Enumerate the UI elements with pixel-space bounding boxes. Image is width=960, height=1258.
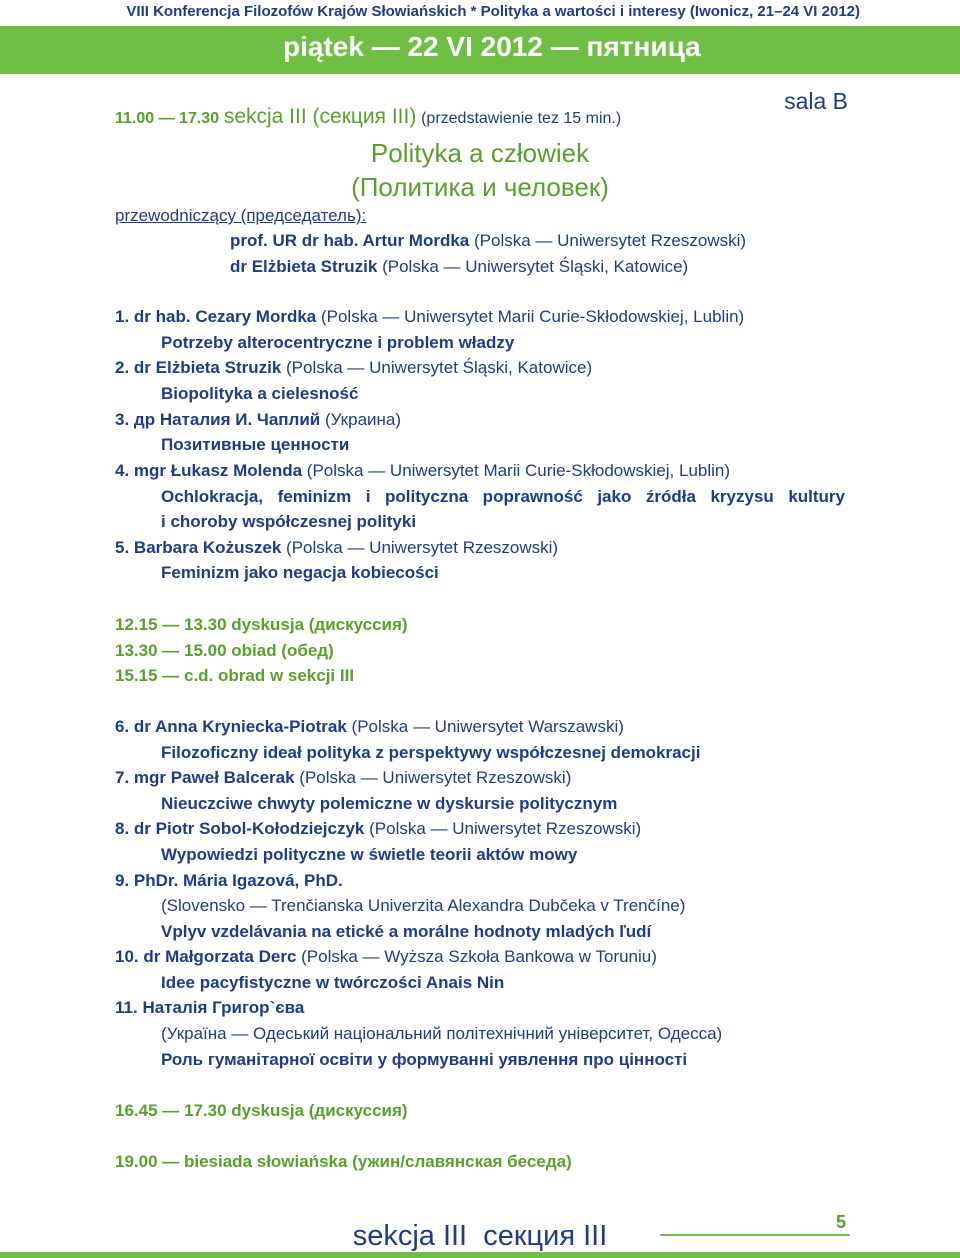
schedule-banquet: 19.00 — biesiada słowiańska (ужин/славянская беседа) (115, 1152, 572, 1171)
talk-10-title: Idee pacyfistyczne w twórczości Anais Nin (161, 973, 505, 992)
session-heading (115, 105, 621, 129)
session-theme-pl: Polityka a człowiek (370, 138, 590, 168)
session-theme-ru: (Политика и человек) (351, 172, 609, 202)
schedule-lunch: 13.30 — 15.00 obiad (обед) (115, 641, 334, 660)
chair-1: prof. UR dr hab. Artur Mordka (Polska — Uniwersytet Rzeszowski) (230, 231, 747, 250)
talk-3-title: Позитивные ценности (161, 435, 350, 454)
page-number: 5 (835, 1212, 846, 1232)
talk-1-title: Potrzeby alterocentryczne i problem władzy (161, 333, 515, 352)
talk-9-affiliation: (Slovensko — Trenčianska Univerzita Alexandra Dubčeka v Trenčíne) (161, 896, 686, 915)
talk-6-title: Filozoficzny ideał polityka z perspektywy współczesnej demokracji (161, 743, 701, 762)
talk-8-title: Wypowiedzi polityczne w świetle teorii aktów mowy (161, 845, 578, 864)
talk-11-title: Роль гуманітарної освіти у формуванні уявлення про цінності (161, 1050, 688, 1069)
talk-4-title: Ochlokracja, feminizm i polityczna poprawność jako źródła kryzysu kultury (161, 487, 845, 506)
room-label: sala B (784, 88, 848, 114)
talk-5-title: Feminizm jako negacja kobiecości (161, 563, 439, 582)
schedule-discussion: 12.15 — 13.30 dyskusja (дискуссия) (115, 615, 408, 634)
footer-band (0, 1252, 960, 1258)
session-note: (przedstawienie tez 15 min.) (421, 110, 622, 127)
talk-11: 11. Наталія Григор`єва (115, 998, 305, 1017)
chair-label: przewodniczący (председатель): (115, 206, 367, 225)
talk-1: 1. dr hab. Cezary Mordka (Polska — Uniwersytet Marii Curie-Skłodowskiej, Lublin) (115, 307, 745, 326)
talk-3: 3. др Наталия И. Чаплий (Украина) (115, 410, 402, 429)
chair-2: dr Elżbieta Struzik (Polska — Uniwersytet Śląski, Katowice) (230, 257, 689, 276)
talk-2-title: Biopolityka a cielesność (161, 384, 359, 403)
session-name: sekcja III (секция III) (223, 105, 417, 128)
talk-11-affiliation: (Україна — Одеський національний політехнічний університет, Одесса) (161, 1024, 723, 1043)
schedule-continuation: 15.15 — c.d. obrad w sekcji III (115, 666, 355, 685)
talk-2: 2. dr Elżbieta Struzik (Polska — Uniwersytet Śląski, Katowice) (115, 358, 593, 377)
session-time: 11.00 — 17.30 (115, 110, 220, 127)
talk-4: 4. mgr Łukasz Molenda (Polska — Uniwersytet Marii Curie-Skłodowskiej, Lublin) (115, 461, 731, 480)
talk-7-title: Nieuczciwe chwyty polemiczne w dyskursie politycznym (161, 794, 618, 813)
talk-10: 10. dr Małgorzata Derc (Polska — Wyższa Szkoła Bankowa w Toruniu) (115, 947, 657, 966)
talk-4-title-cont: i choroby współczesnej polityki (161, 512, 417, 531)
talk-7: 7. mgr Paweł Balcerak (Polska — Uniwersytet Rzeszowski) (115, 768, 572, 787)
schedule-final-discussion: 16.45 — 17.30 dyskusja (дискуссия) (115, 1101, 408, 1120)
day-banner (0, 26, 960, 74)
conference-bar (0, 0, 960, 26)
day-title: piątek — 22 VI 2012 — пятница (283, 31, 701, 62)
talk-6: 6. dr Anna Kryniecka-Piotrak (Polska — Uniwersytet Warszawski) (115, 717, 624, 736)
talk-5: 5. Barbara Kożuszek (Polska — Uniwersytet Rzeszowski) (115, 538, 559, 557)
talk-8: 8. dr Piotr Sobol-Kołodziejczyk (Polska — Uniwersytet Rzeszowski) (115, 819, 642, 838)
conference-title: VIII Konferencja Filozofów Krajów Słowiańskich * Polityka a wartości i interesy (Iwonicz, 21–24 VI 2012) (126, 3, 860, 20)
footer-section: sekcja III секция III (352, 1220, 608, 1252)
talk-9-title: Vplyv vzdelávania na etické a morálne hodnoty mladých ľudí (161, 922, 652, 941)
talk-9: 9. PhDr. Mária Igazová, PhD. (115, 871, 343, 890)
